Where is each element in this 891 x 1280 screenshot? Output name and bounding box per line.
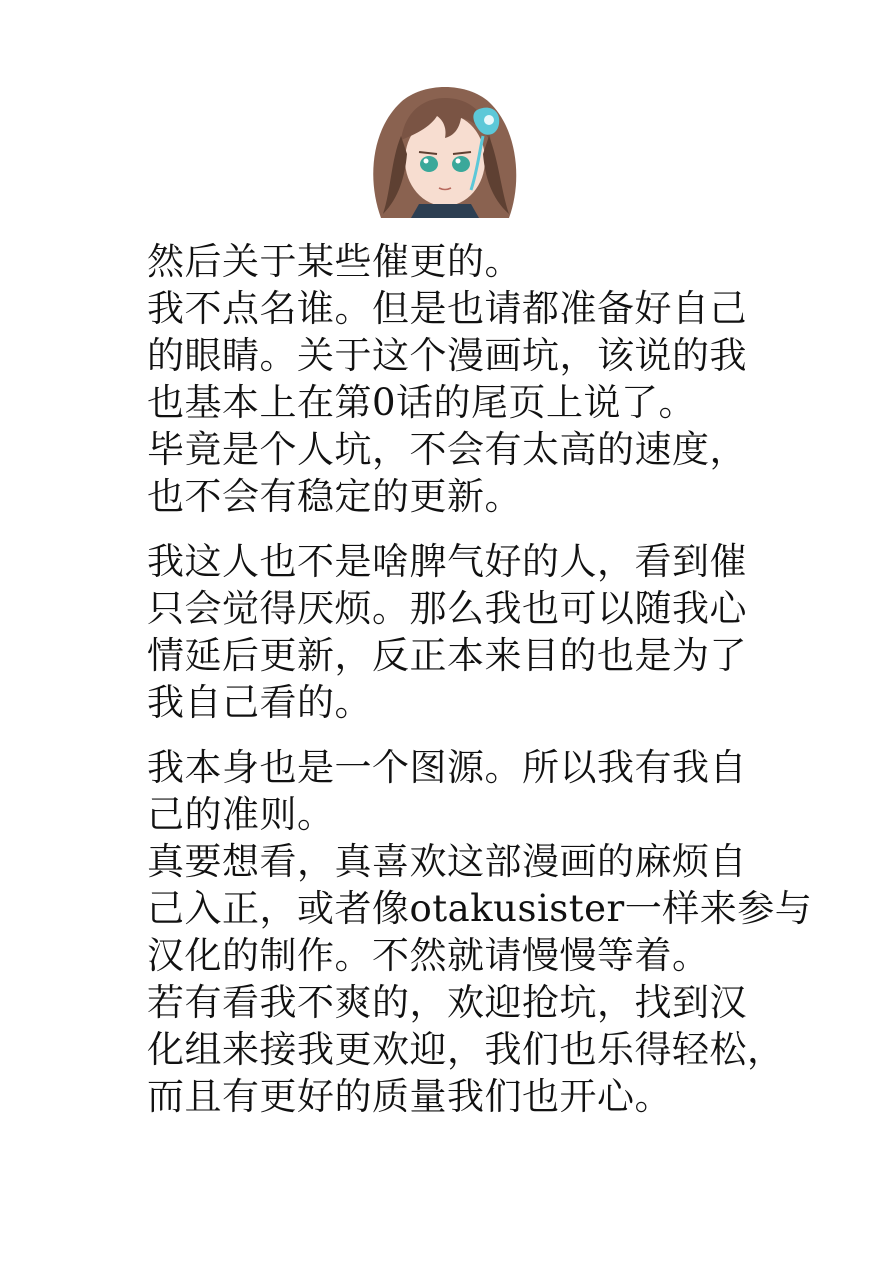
eye-right bbox=[452, 156, 470, 172]
anime-girl-avatar bbox=[361, 80, 529, 218]
paragraph bbox=[147, 744, 827, 1120]
text-line: 毕竟是个人坑，不会有太高的速度， bbox=[147, 428, 747, 471]
text-line: 我本身也是一个图源。所以我有我自 bbox=[147, 746, 747, 789]
note-body bbox=[147, 238, 827, 1120]
text-line: 真要想看，真喜欢这部漫画的麻烦自 bbox=[147, 840, 747, 883]
collar bbox=[411, 204, 479, 218]
text-line: 的眼睛。关于这个漫画坑，该说的我 bbox=[147, 334, 747, 377]
eye-right-highlight bbox=[456, 159, 461, 164]
text-line: 我这人也不是啥脾气好的人，看到催 bbox=[147, 540, 747, 583]
text-line: 己入正，或者像otakusister一样来参与 bbox=[147, 887, 813, 930]
text-line: 我自己看的。 bbox=[147, 681, 372, 724]
text-line: 而且有更好的质量我们也开心。 bbox=[147, 1075, 672, 1118]
eye-left bbox=[420, 156, 438, 172]
text-line: 也基本上在第0话的尾页上说了。 bbox=[147, 381, 697, 424]
text-line: 也不会有稳定的更新。 bbox=[147, 475, 522, 518]
paragraph bbox=[147, 238, 827, 520]
text-line: 汉化的制作。不然就请慢慢等着。 bbox=[147, 934, 710, 977]
text-line: 我不点名谁。但是也请都准备好自己 bbox=[147, 287, 747, 330]
hair-ornament-gem bbox=[484, 115, 494, 125]
eye-left-highlight bbox=[424, 159, 429, 164]
avatar-illustration bbox=[361, 80, 529, 218]
text-line: 只会觉得厌烦。那么我也可以随我心 bbox=[147, 587, 747, 630]
text-line: 然后关于某些催更的。 bbox=[147, 240, 522, 283]
paragraph bbox=[147, 538, 827, 726]
text-line: 若有看我不爽的，欢迎抢坑，找到汉 bbox=[147, 981, 747, 1024]
text-line: 情延后更新，反正本来目的也是为了 bbox=[147, 634, 747, 677]
text-line: 化组来接我更欢迎，我们也乐得轻松， bbox=[147, 1028, 785, 1071]
text-line: 己的准则。 bbox=[147, 793, 335, 836]
